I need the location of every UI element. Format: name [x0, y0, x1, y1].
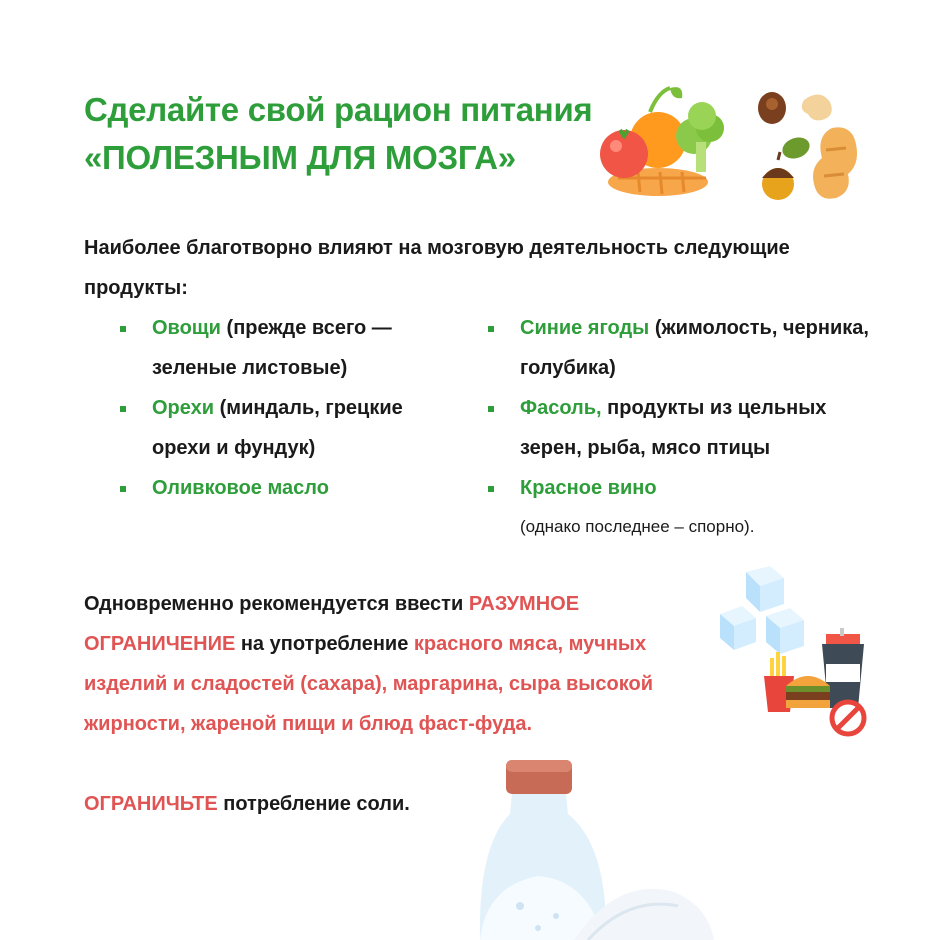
limit-highlight: РАЗУМНОЕ ОГРАНИЧЕНИЕ	[84, 593, 580, 655]
limit-text-2: на употребление	[235, 633, 414, 655]
item-note: (однако последнее – спорно).	[520, 517, 755, 536]
item-text: продукты из цельных зерен, рыба, мясо птицы	[520, 397, 827, 459]
item-highlight: Фасоль,	[520, 397, 602, 419]
title-line-1: Сделайте свой рацион питания	[84, 91, 593, 128]
title-line-2: «ПОЛЕЗНЫМ ДЛЯ МОЗГА»	[84, 139, 516, 176]
salt-text	[84, 784, 410, 824]
intro-text: Наиболее благотворно влияют на мозговую деятельность следующие продукты:	[84, 237, 790, 299]
item-text: (жимолость, черника, голубика)	[520, 317, 869, 379]
item-highlight: Овощи	[152, 317, 221, 339]
bullet-icon	[488, 326, 494, 332]
nuts-icon	[752, 88, 870, 202]
limit-foods: красного мяса, мучных изделий и сладостей (сахара), маргарина, сыра высокой жирности, жареной пищи и блюд фаст-фуда.	[84, 633, 653, 735]
list-item	[484, 388, 884, 468]
bullet-icon	[120, 326, 126, 332]
item-highlight: Красное вино	[520, 477, 657, 499]
item-highlight: Оливковое масло	[152, 477, 329, 499]
recommended-list-right	[484, 308, 884, 546]
limit-text-1: Одновременно рекомендуется ввести	[84, 593, 469, 615]
list-item	[484, 468, 884, 546]
bullet-icon	[120, 406, 126, 412]
no-sign-icon	[828, 698, 868, 738]
list-item	[116, 308, 436, 388]
list-item	[116, 468, 436, 508]
list-item	[484, 308, 884, 388]
salt-bottle-icon	[478, 756, 718, 940]
recommended-list-left	[116, 308, 436, 508]
page-title	[84, 86, 592, 182]
list-item	[116, 388, 436, 468]
item-text: (прежде всего — зеленые листовые)	[152, 317, 392, 379]
bullet-icon	[488, 406, 494, 412]
salt-highlight: ОГРАНИЧЬТЕ	[84, 793, 218, 815]
item-highlight: Синие ягоды	[520, 317, 650, 339]
salt-rest: потребление соли.	[217, 793, 410, 815]
item-highlight: Орехи	[152, 397, 215, 419]
bullet-icon	[488, 486, 494, 492]
limit-paragraph	[84, 584, 734, 744]
bullet-icon	[120, 486, 126, 492]
vegetables-icon	[598, 82, 738, 200]
item-text: (миндаль, грецкие орехи и фундук)	[152, 397, 403, 459]
